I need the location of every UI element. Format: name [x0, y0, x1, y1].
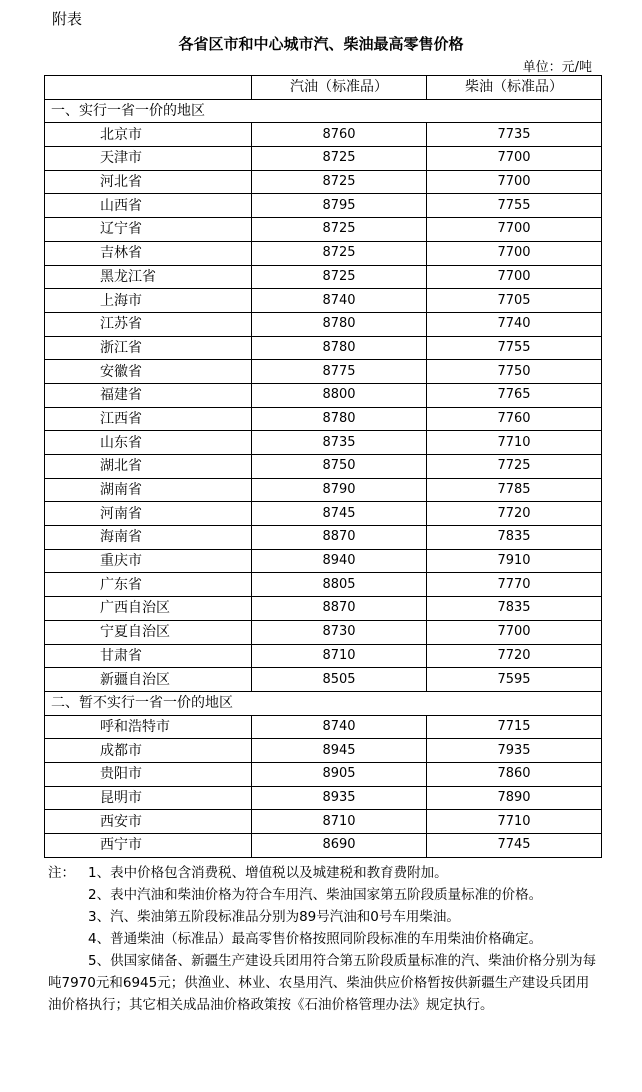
- diesel-price-cell: 7700: [427, 170, 602, 194]
- header-diesel: 柴油（标准品）: [427, 76, 602, 100]
- region-cell: 广东省: [45, 573, 252, 597]
- region-cell: 昆明市: [45, 786, 252, 810]
- note-3: 3、汽、柴油第五阶段标准品分别为89号汽油和0号车用柴油。: [88, 909, 460, 925]
- table-row: [45, 668, 602, 692]
- region-cell: 山东省: [45, 431, 252, 455]
- region-cell: 新疆自治区: [45, 668, 252, 692]
- diesel-price-cell: 7910: [427, 549, 602, 573]
- diesel-price-cell: 7745: [427, 834, 602, 858]
- gasoline-price-cell: 8800: [252, 383, 427, 407]
- gasoline-price-cell: 8740: [252, 289, 427, 313]
- section-title: 二、暂不实行一省一价的地区: [45, 691, 602, 715]
- section-row: [45, 99, 602, 123]
- gasoline-price-cell: 8780: [252, 312, 427, 336]
- gasoline-price-cell: 8710: [252, 644, 427, 668]
- gasoline-price-cell: 8690: [252, 834, 427, 858]
- region-cell: 天津市: [45, 147, 252, 171]
- gasoline-price-cell: 8780: [252, 336, 427, 360]
- table-row: [45, 834, 602, 858]
- diesel-price-cell: 7700: [427, 620, 602, 644]
- note-4: 4、普通柴油（标准品）最高零售价格按照同阶段标准的车用柴油价格确定。: [88, 931, 543, 947]
- table-row: [45, 170, 602, 194]
- diesel-price-cell: 7725: [427, 455, 602, 479]
- table-row: [45, 715, 602, 739]
- region-cell: 吉林省: [45, 241, 252, 265]
- diesel-price-cell: 7860: [427, 762, 602, 786]
- diesel-price-cell: 7710: [427, 431, 602, 455]
- region-cell: 黑龙江省: [45, 265, 252, 289]
- table-row: [45, 620, 602, 644]
- table-row: [45, 455, 602, 479]
- diesel-price-cell: 7890: [427, 786, 602, 810]
- diesel-price-cell: 7755: [427, 336, 602, 360]
- region-cell: 重庆市: [45, 549, 252, 573]
- table-row: [45, 502, 602, 526]
- region-cell: 上海市: [45, 289, 252, 313]
- gasoline-price-cell: 8870: [252, 597, 427, 621]
- gasoline-price-cell: 8725: [252, 147, 427, 171]
- diesel-price-cell: 7765: [427, 383, 602, 407]
- table-row: [45, 312, 602, 336]
- region-cell: 甘肃省: [45, 644, 252, 668]
- diesel-price-cell: 7750: [427, 360, 602, 384]
- gasoline-price-cell: 8725: [252, 218, 427, 242]
- gasoline-price-cell: 8940: [252, 549, 427, 573]
- region-cell: 江苏省: [45, 312, 252, 336]
- gasoline-price-cell: 8780: [252, 407, 427, 431]
- gasoline-price-cell: 8740: [252, 715, 427, 739]
- table-row: [45, 478, 602, 502]
- table-row: [45, 241, 602, 265]
- gasoline-price-cell: 8795: [252, 194, 427, 218]
- region-cell: 浙江省: [45, 336, 252, 360]
- gasoline-price-cell: 8935: [252, 786, 427, 810]
- table-row: [45, 289, 602, 313]
- diesel-price-cell: 7770: [427, 573, 602, 597]
- region-cell: 呼和浩特市: [45, 715, 252, 739]
- gasoline-price-cell: 8725: [252, 241, 427, 265]
- gasoline-price-cell: 8760: [252, 123, 427, 147]
- region-cell: 江西省: [45, 407, 252, 431]
- gasoline-price-cell: 8725: [252, 170, 427, 194]
- diesel-price-cell: 7700: [427, 218, 602, 242]
- diesel-price-cell: 7720: [427, 502, 602, 526]
- gasoline-price-cell: 8805: [252, 573, 427, 597]
- table-row: [45, 786, 602, 810]
- table-row: [45, 383, 602, 407]
- region-cell: 湖南省: [45, 478, 252, 502]
- region-cell: 河南省: [45, 502, 252, 526]
- diesel-price-cell: 7785: [427, 478, 602, 502]
- note-1: 注： 1、表中价格包含消费税、增值税以及城建税和教育费附加。: [48, 862, 600, 884]
- gasoline-price-cell: 8905: [252, 762, 427, 786]
- table-row: [45, 336, 602, 360]
- diesel-price-cell: 7740: [427, 312, 602, 336]
- region-cell: 西安市: [45, 810, 252, 834]
- header-gasoline: 汽油（标准品）: [252, 76, 427, 100]
- region-cell: 海南省: [45, 526, 252, 550]
- table-row: [45, 147, 602, 171]
- gasoline-price-cell: 8505: [252, 668, 427, 692]
- header-region: [45, 76, 252, 100]
- region-cell: 北京市: [45, 123, 252, 147]
- region-cell: 河北省: [45, 170, 252, 194]
- table-row: [45, 265, 602, 289]
- region-cell: 山西省: [45, 194, 252, 218]
- table-row: [45, 762, 602, 786]
- attachment-label: 附表: [52, 10, 83, 28]
- table-row: [45, 549, 602, 573]
- table-row: [45, 644, 602, 668]
- diesel-price-cell: 7835: [427, 597, 602, 621]
- diesel-price-cell: 7735: [427, 123, 602, 147]
- diesel-price-cell: 7700: [427, 265, 602, 289]
- region-cell: 西宁市: [45, 834, 252, 858]
- region-cell: 宁夏自治区: [45, 620, 252, 644]
- table-row: [45, 431, 602, 455]
- diesel-price-cell: 7595: [427, 668, 602, 692]
- region-cell: 辽宁省: [45, 218, 252, 242]
- region-cell: 福建省: [45, 383, 252, 407]
- notes: [48, 862, 600, 1016]
- note-2: 2、表中汽油和柴油价格为符合车用汽、柴油国家第五阶段质量标准的价格。: [88, 887, 543, 903]
- table-row: [45, 218, 602, 242]
- table-row: [45, 739, 602, 763]
- diesel-price-cell: 7720: [427, 644, 602, 668]
- unit-label: 单位：元/吨: [522, 60, 592, 75]
- notes-label: 注：: [48, 865, 75, 881]
- region-cell: 贵阳市: [45, 762, 252, 786]
- gasoline-price-cell: 8730: [252, 620, 427, 644]
- gasoline-price-cell: 8945: [252, 739, 427, 763]
- diesel-price-cell: 7935: [427, 739, 602, 763]
- gasoline-price-cell: 8710: [252, 810, 427, 834]
- gasoline-price-cell: 8735: [252, 431, 427, 455]
- page-title: 各省区市和中心城市汽、柴油最高零售价格: [178, 35, 464, 53]
- table-row: [45, 123, 602, 147]
- diesel-price-cell: 7700: [427, 241, 602, 265]
- gasoline-price-cell: 8725: [252, 265, 427, 289]
- table-row: [45, 597, 602, 621]
- region-cell: 安徽省: [45, 360, 252, 384]
- table-row: [45, 360, 602, 384]
- diesel-price-cell: 7705: [427, 289, 602, 313]
- diesel-price-cell: 7710: [427, 810, 602, 834]
- header-row: [45, 76, 602, 100]
- region-cell: 成都市: [45, 739, 252, 763]
- table-row: [45, 810, 602, 834]
- section-row: [45, 691, 602, 715]
- price-table: [44, 75, 602, 858]
- gasoline-price-cell: 8790: [252, 478, 427, 502]
- diesel-price-cell: 7835: [427, 526, 602, 550]
- region-cell: 广西自治区: [45, 597, 252, 621]
- region-cell: 湖北省: [45, 455, 252, 479]
- table-row: [45, 194, 602, 218]
- diesel-price-cell: 7760: [427, 407, 602, 431]
- note-5: 5、供国家储备、新疆生产建设兵团用符合第五阶段质量标准的汽、柴油价格分别为每吨7970元和6945元；供渔业、林业、农垦用汽、柴油供应价格暂按供新疆生产建设兵团用油价格执行；其它相关成品油价格政策按《石油价格管理办法》规定执行。: [48, 953, 597, 1013]
- diesel-price-cell: 7700: [427, 147, 602, 171]
- table-row: [45, 526, 602, 550]
- gasoline-price-cell: 8750: [252, 455, 427, 479]
- gasoline-price-cell: 8870: [252, 526, 427, 550]
- gasoline-price-cell: 8775: [252, 360, 427, 384]
- section-title: 一、实行一省一价的地区: [45, 99, 602, 123]
- gasoline-price-cell: 8745: [252, 502, 427, 526]
- diesel-price-cell: 7755: [427, 194, 602, 218]
- table-row: [45, 407, 602, 431]
- diesel-price-cell: 7715: [427, 715, 602, 739]
- table-row: [45, 573, 602, 597]
